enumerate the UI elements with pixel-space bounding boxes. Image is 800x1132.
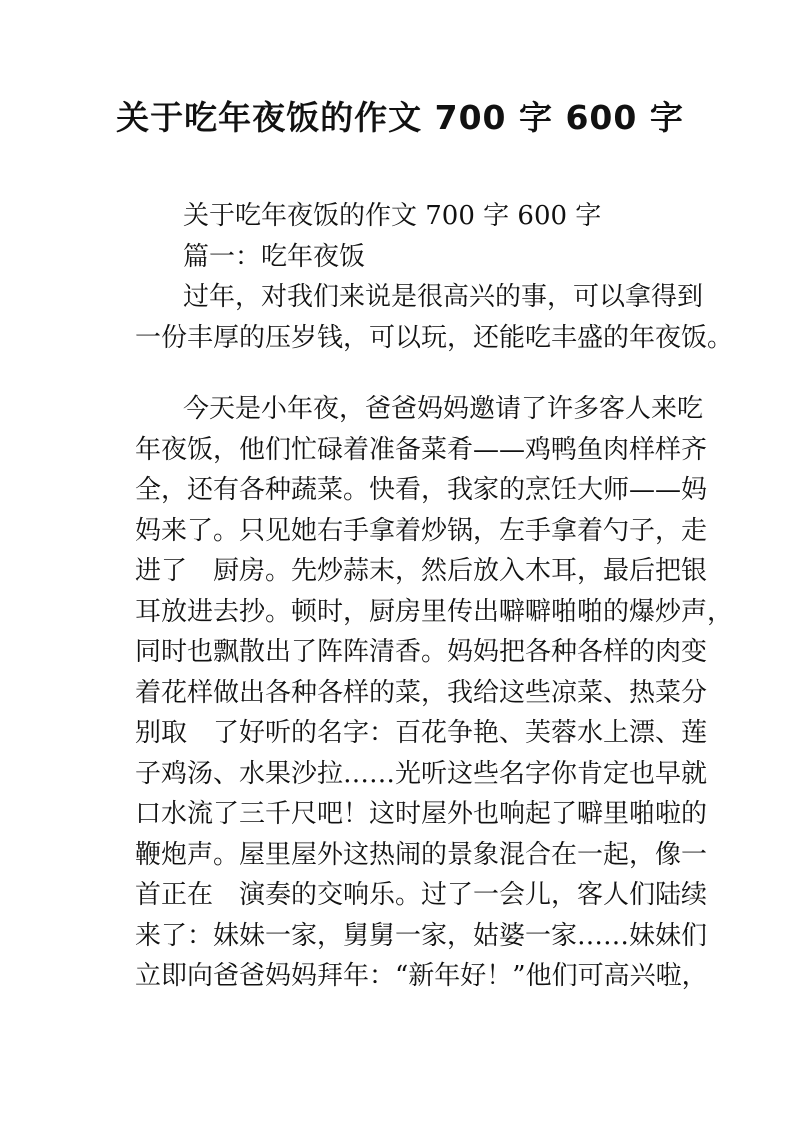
paragraph-2-line: 着花样做出各种各样的菜，我给这些凉菜、热菜分: [135, 677, 708, 708]
paragraph-2-line: 年夜饭，他们忙碌着准备菜肴——鸡鸭鱼肉样样齐: [135, 434, 708, 465]
paragraph-gap: [135, 358, 675, 389]
paragraph-2-line: 同时也飘散出了阵阵清香。妈妈把各种各样的肉变: [135, 637, 708, 667]
paragraph-2-line: 今天是小年夜，爸爸妈妈邀请了许多客人来吃: [183, 394, 704, 424]
paragraph-2-line: 别取 了好听的名字：百花争艳、芙蓉水上漂、莲: [135, 718, 708, 748]
paragraph-2-line: 子鸡汤、水果沙拉……光听这些名字你肯定也早就: [135, 758, 708, 789]
paragraph-2-line: 耳放进去抄。顿时，厨房里传出噼噼啪啪的爆炒声，: [135, 596, 734, 627]
paragraph-1-line: 过年，对我们来说是很高兴的事，可以拿得到: [183, 282, 704, 312]
paragraph-2-line: 鞭炮声。屋里屋外这热闹的景象混合在一起，像一: [135, 839, 708, 870]
paragraph-2-line: 首正在 演奏的交响乐。过了一会儿，客人们陆续: [135, 880, 708, 910]
paragraph-1-line: 一份丰厚的压岁钱，可以玩，还能吃丰盛的年夜饭。: [135, 322, 734, 353]
paragraph-2-line: 进了 厨房。先炒蒜末，然后放入木耳，最后把银: [135, 556, 708, 586]
paragraph-2-line: 立即向爸爸妈妈拜年：“新年好！”他们可高兴啦，: [135, 961, 708, 991]
document-body: [135, 196, 734, 997]
paragraph-2-line: 口水流了三千尺吧！这时屋外也响起了噼里啪啦的: [135, 799, 708, 829]
paragraph-2-line: 妈来了。只见她右手拿着炒锅，左手拿着勺子，走: [135, 515, 708, 546]
section-heading: 篇一：吃年夜饭: [183, 241, 366, 272]
subtitle-line: 关于吃年夜饭的作文 700 字 600 字: [183, 201, 602, 231]
document-title: 关于吃年夜饭的作文 700 字 600 字: [116, 98, 684, 137]
paragraph-2-line: 全，还有各种蔬菜。快看，我家的烹饪大师——妈: [135, 475, 708, 505]
paragraph-2-line: 来了：妹妹一家，舅舅一家，姑婆一家……妹妹们: [135, 920, 708, 951]
